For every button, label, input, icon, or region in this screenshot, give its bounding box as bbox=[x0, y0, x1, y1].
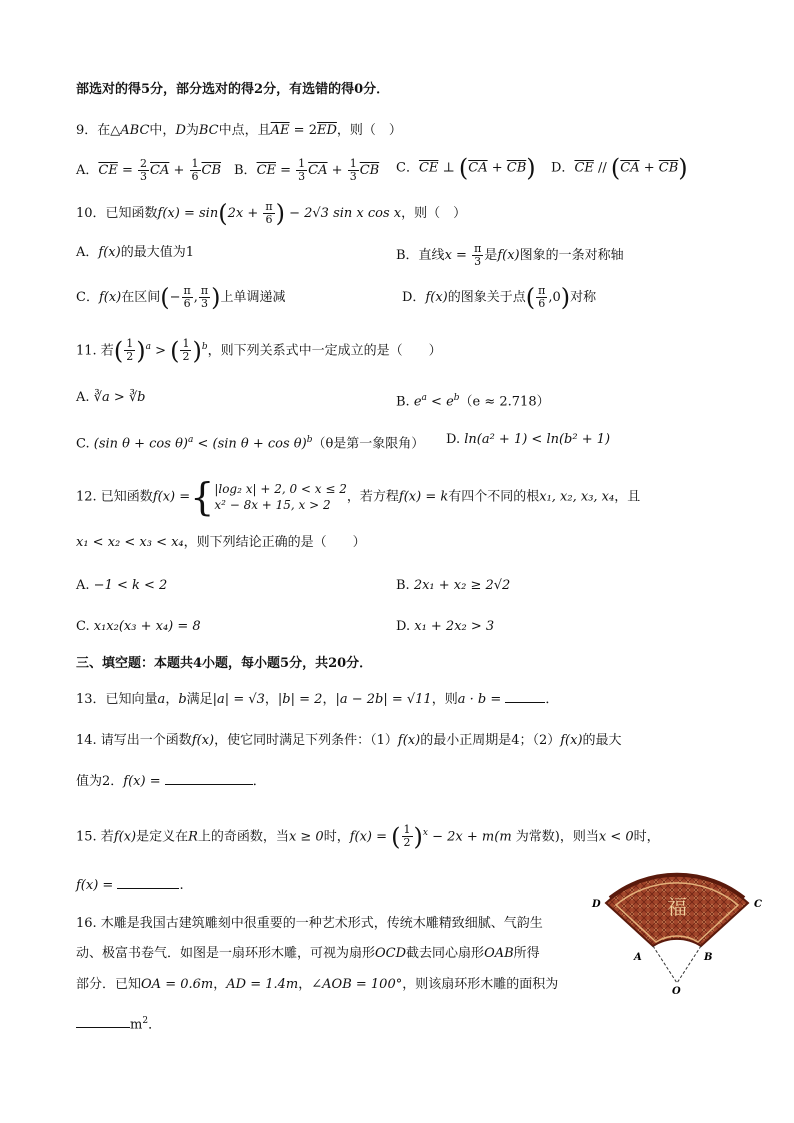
q16-line2: 动、极富书卷气．如图是一扇环形木雕，可视为扇形OCD截去同心扇形OAB所得 bbox=[76, 946, 540, 961]
q9-option-d: D．$\overline{CE} // (\overline{CA} + \overline{CB})$ bbox=[551, 154, 688, 182]
q12-option-a: A. −1 < k < 2 bbox=[76, 578, 168, 593]
q11-option-c: C. (sin θ + cos θ)$^a$ < (sin θ + cos θ)$^b$（θ是第一象限角） bbox=[76, 435, 425, 452]
q16-answer-blank[interactable] bbox=[76, 1015, 130, 1028]
q12-option-c: C. x₁x₂(x₃ + x₄) = 8 bbox=[76, 619, 201, 634]
q13-stem: 13．已知向量a，b满足|a| = √3，|b| = 2，|a − 2b| = √11，则a · b = ． bbox=[76, 692, 559, 707]
q15-stem: 15. 若f(x)是定义在R上的奇函数，当x ≥ 0时，f(x) = ( $\frac{1}{2}$ )$^x$ − 2x + m(m 为常数)，则当x < 0时， bbox=[76, 822, 660, 851]
q12-stem: 12. 已知函数f(x) ={ |log₂ x| + 2, 0 < x ≤ 2 x² − 8x + 15, x > 2 ，若方程f(x) = k有四个不同的根x₁, x₂, x₃, x₄，且 bbox=[76, 475, 641, 519]
q10-option-c: C．f(x)在区间(− $\frac{\pi}{6}$ , $\frac{\pi}{3}$ )上单调递减 bbox=[76, 283, 286, 312]
q9-option-b: B．$\overline{CE}$ = $\frac{1}{3}$ $\overline{CA}$ + $\frac{1}{3}$ $\overline{CB}$ bbox=[234, 157, 380, 183]
q11-option-d: D. ln(a² + 1) < ln(b² + 1) bbox=[446, 432, 611, 447]
header-line: 部选对的得5分，部分选对的得2分，有选错的得0分． bbox=[76, 82, 390, 97]
q12-option-d: D. x₁ + 2x₂ > 3 bbox=[396, 619, 495, 634]
q16-line4: $m^2$． bbox=[76, 1011, 161, 1035]
q10-stem: 10．已知函数f(x) = sin(2x + $\frac{\pi}{6}$ ) − 2√3 sin x cos x，则（ ） bbox=[76, 199, 467, 228]
q10-option-a: A．f(x)的最大值为1 bbox=[76, 245, 194, 260]
q9-option-c: C．$\overline{CE}$ ⊥ $(\overline{CA} + \overline{CB})$ bbox=[396, 154, 536, 182]
q9-stem: 9．在△ABC中，D为BC中点，且$\overline{AE} = 2\overline{ED}$，则（ ） bbox=[76, 123, 402, 138]
fig-label-O: O bbox=[672, 986, 681, 997]
q12-option-b: B. 2x₁ + x₂ ≥ 2√2 bbox=[396, 578, 511, 593]
q10-option-b: B．直线x = $\frac{\pi}{3}$ 是f(x)图象的一条对称轴 bbox=[396, 242, 624, 268]
q10-option-d: D．f(x)的图象关于点( $\frac{\pi}{6}$ ,0)对称 bbox=[402, 283, 597, 312]
q14-line1: 14. 请写出一个函数f(x)，使它同时满足下列条件：（1）f(x)的最小正周期是4；（2）f(x)的最大 bbox=[76, 733, 622, 748]
q11-option-a: A. ∛a > ∛b bbox=[76, 390, 146, 405]
q13-answer-blank[interactable] bbox=[505, 690, 545, 703]
q9-option-a: A．$\overline{CE}$ = $\frac{2}{3}$ $\overline{CA}$ + $\frac{1}{6}$ $\overline{CB}$ bbox=[76, 157, 222, 183]
q16-fan-carving-figure bbox=[588, 862, 770, 997]
fig-label-C: C bbox=[754, 899, 762, 910]
q16-line3: 部分．已知OA = 0.6m，AD = 1.4m，∠AOB = 100°，则该扇环形木雕的面积为 bbox=[76, 977, 559, 992]
fig-label-B: B bbox=[704, 952, 713, 963]
q14-line2: 值为2．f(x) = ． bbox=[76, 774, 266, 789]
q14-answer-blank[interactable] bbox=[165, 772, 253, 785]
q11-option-b: B. $e^a < e^b(e \approx 2.718)$ bbox=[396, 393, 550, 410]
fig-label-D: D bbox=[592, 899, 601, 910]
fan-center-character: 福 bbox=[667, 895, 687, 919]
q16-line1: 16. 木雕是我国古建筑雕刻中很重要的一种艺术形式，传统木雕精致细腻、气韵生 bbox=[76, 916, 543, 931]
fig-label-A: A bbox=[634, 952, 642, 963]
q15-line2: f(x) = . bbox=[76, 878, 184, 893]
q12-stem-line2: x₁ < x₂ < x₃ < x₄，则下列结论正确的是（ ） bbox=[76, 535, 366, 550]
q11-stem: 11. 若( $\frac{1}{2}$ )$^a$ > ( $\frac{1}{2}$ )$^b$，则下列关系式中一定成立的是（ ） bbox=[76, 336, 442, 365]
q15-answer-blank[interactable] bbox=[117, 876, 179, 889]
section-title-fill-in: 三、填空题：本题共4小题，每小题5分，共20分． bbox=[76, 656, 373, 671]
